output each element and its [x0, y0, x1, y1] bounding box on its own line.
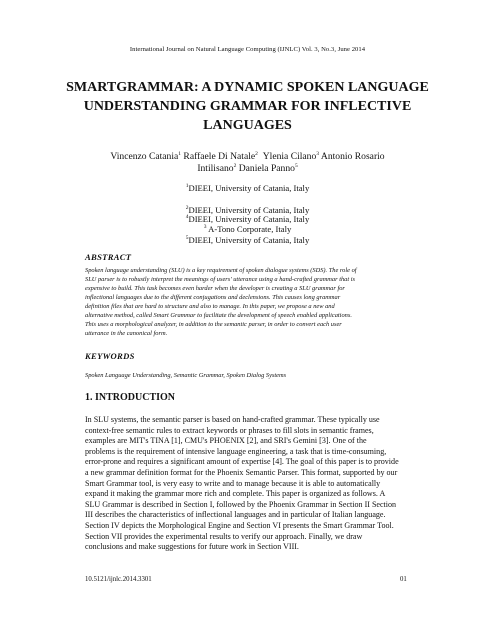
- abstract-line: definition files that are hard to structure and also to manage. In this paper, we propose a new and: [85, 303, 335, 310]
- intro-line: Section IV depicts the Morphological Engine and Section VI presents the Smart Grammar Tool.: [85, 520, 394, 530]
- intro-line: expand it making the grammar more rich and complete. This paper is organized as follows. A: [85, 489, 386, 499]
- author-line-1: [60, 151, 435, 163]
- author-name: Raffaele Di Natale: [183, 151, 256, 162]
- paper-title: [40, 78, 455, 135]
- page-number: 01: [400, 576, 407, 583]
- affiliation-text: DIEEI, University of Catania, Italy: [188, 183, 310, 193]
- author-name: Daniela Panno: [238, 163, 295, 174]
- affiliation-sup: 5: [185, 235, 189, 242]
- author-sup: 3: [316, 150, 320, 157]
- intro-line: III describes the characteristics of inflectional languages and in particular of Italian language.: [85, 510, 386, 520]
- intro-line: Smart Grammar tool, is very easy to write and to manage because it is able to automatically: [85, 478, 381, 488]
- introduction-body: [85, 415, 414, 553]
- keywords-body: Spoken Language Understanding, Semantic Grammar, Spoken Dialog Systems: [85, 372, 287, 379]
- author-sup: 5: [294, 162, 298, 169]
- intro-line: Section VII provides the experimental results to verify our approach. Finally, we draw: [85, 531, 363, 541]
- title-line-2: UNDERSTANDING GRAMMAR FOR INFLECTIVE: [83, 99, 412, 114]
- affiliation: [0, 184, 495, 193]
- affiliation: [0, 225, 495, 234]
- abstract-body: [85, 266, 414, 338]
- intro-line: In SLU systems, the semantic parser is based on hand-crafted grammar. These typically use: [85, 415, 380, 424]
- abstract-line: SLU parser is to robustly interpret the meanings of users' utterance using a hand-crafted grammar that is: [85, 276, 356, 283]
- introduction-heading: 1. INTRODUCTION: [85, 392, 176, 403]
- abstract-line: inflectional languages due to the different conjugations and declensions. This causes long grammar: [85, 294, 341, 301]
- intro-line: conclusions and make suggestions for future work in Section VIII.: [85, 542, 299, 552]
- author-name: Ylenia Cilano: [262, 151, 317, 162]
- author-sup: 1: [178, 150, 182, 157]
- intro-line: a new grammar definition format for the Phoenix Semantic Parser. This format, supported by our: [85, 467, 398, 477]
- affiliation-text: DIEEI, University of Catania, Italy: [188, 214, 310, 224]
- author-list: [60, 151, 435, 175]
- abstract-heading: ABSTRACT: [85, 252, 132, 262]
- intro-line: examples are MIT's TINA [1], CMU's PHOENIX [2], and SRI's Gemini [3]. One of the: [85, 436, 367, 446]
- affiliation-sup: 2: [185, 205, 189, 212]
- affiliation: [0, 215, 495, 224]
- author-sup: 2: [233, 162, 237, 169]
- abstract-line: expensive to build. This task becomes even harder when the developer is creating a SLU grammar for: [85, 285, 345, 292]
- doi-footer: 10.5121/ijnlc.2014.3301: [85, 576, 152, 583]
- intro-line: problems is the requirement of intensive language engineering, a task that is time-consuming,: [85, 446, 387, 456]
- title-line-3: LANGUAGES: [203, 118, 292, 133]
- intro-line: SLU Grammar is described in Section I, followed by the Phoenix Grammar in Section II Section: [85, 499, 397, 509]
- intro-line: context-free semantic rules to extract keywords or phrases to fill slots in semantic frames,: [85, 425, 374, 435]
- abstract-line: Spoken language understanding (SLU) is a key requirement of spoken dialogue systems (SDS). The role of: [85, 267, 357, 274]
- affiliation-text: DIEEI, University of Catania, Italy: [188, 205, 310, 215]
- affiliation-text: DIEEI, University of Catania, Italy: [188, 235, 310, 245]
- abstract-line: This uses a morphological analyzer, in addition to the semantic parser, in order to convert each user: [85, 321, 342, 328]
- abstract-line: utterance in the canonical form.: [85, 330, 168, 337]
- affiliation-sup: 1: [185, 183, 189, 190]
- affiliation: [0, 236, 495, 245]
- author-sup: 2: [255, 150, 258, 157]
- author-name: Antonio Rosario: [320, 151, 385, 162]
- affiliation-sup: 3: [203, 224, 207, 231]
- keywords-heading: KEYWORDS: [85, 351, 135, 361]
- affiliation-text: A-Tono Corporate, Italy: [208, 224, 292, 234]
- affiliation-sup: 4: [185, 214, 189, 221]
- intro-line: error-prone and requires a significant amount of expertise [4]. The goal of this paper is to provide: [85, 457, 399, 467]
- abstract-line: alternative method, called Smart Grammar to facilitate the development of speech enabled applications.: [85, 312, 352, 319]
- journal-header: International Journal on Natural Language Computing (IJNLC) Vol. 3, No.3, June 2014: [129, 46, 366, 53]
- title-line-1: SMARTGRAMMAR: A DYNAMIC SPOKEN LANGUAGE: [66, 80, 429, 95]
- author-name: Intilisano: [197, 163, 234, 174]
- author-name: Vincenzo Catania: [110, 151, 179, 162]
- author-line-2: [60, 163, 435, 175]
